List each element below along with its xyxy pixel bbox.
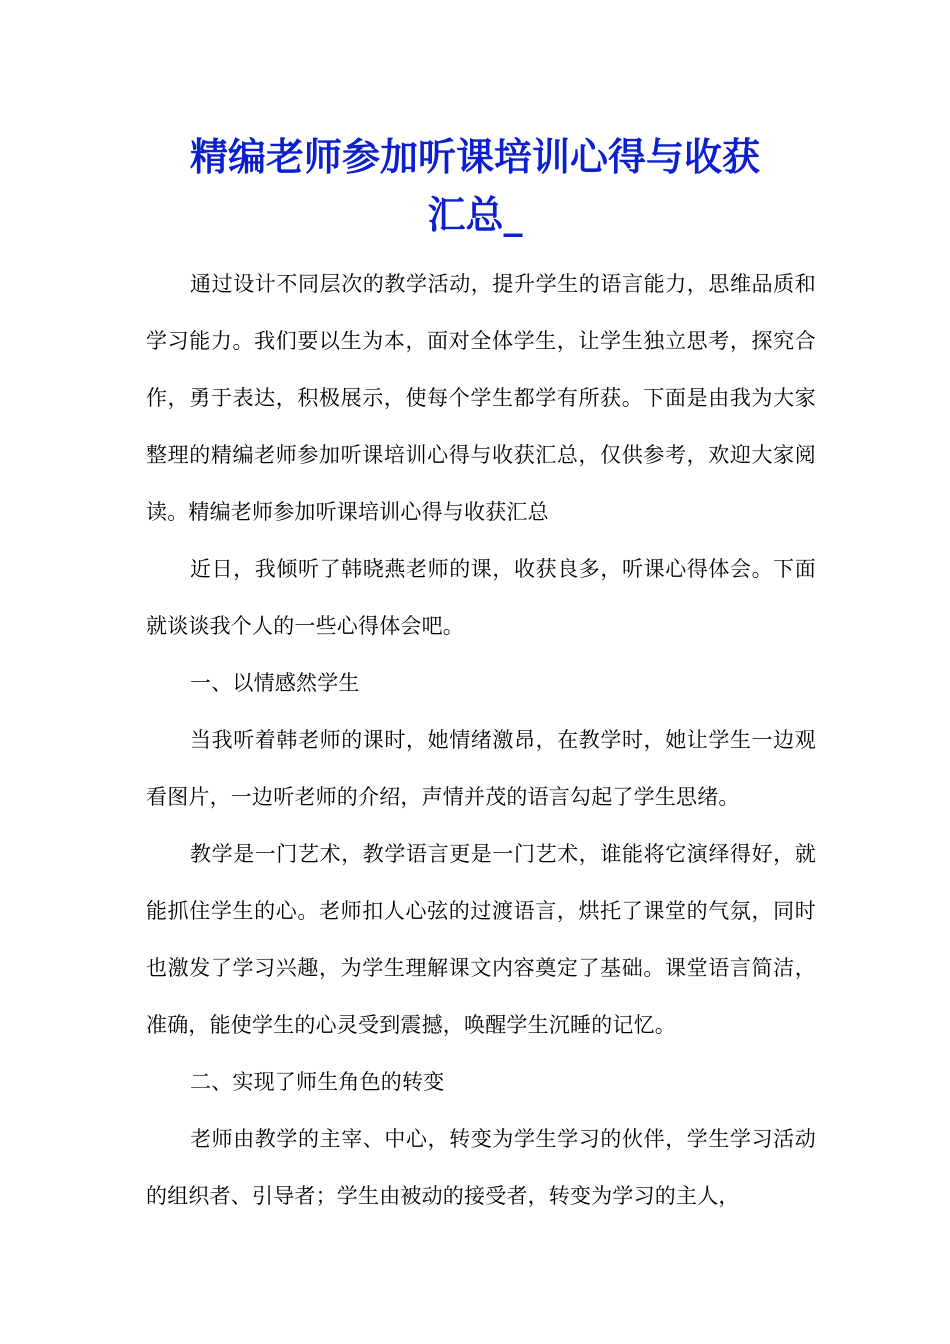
paragraph-emotion: 当我听着韩老师的课时，她情绪激昂，在教学时，她让学生一边观看图片，一边听老师的介绍，声情并茂的语言勾起了学生思绪。: [146, 728, 816, 809]
title-line-1: 精编老师参加听课培训心得与收获: [189, 134, 760, 179]
paragraph-intro: 通过设计不同层次的教学活动，提升学生的语言能力，思维品质和学习能力。我们要以生为本，面对全体学生，让学生独立思考，探究合作，勇于表达，积极展示，使每个学生都学有所获。下面是由我为大家整理的精编老师参加听课培训心得与收获汇总，仅供参考，欢迎大家阅读。精编老师参加听课培训心得与收获汇总: [146, 272, 816, 524]
paragraph-art-of-teaching: 教学是一门艺术，教学语言更是一门艺术，谁能将它演绎得好，就能抓住学生的心。老师扣人心弦的过渡语言，烘托了课堂的气氛，同时也激发了学习兴趣，为学生理解课文内容奠定了基础。课堂语言简洁，准确，能使学生的心灵受到震撼，唤醒学生沉睡的记忆。: [146, 842, 816, 1037]
paragraph-listening: 近日，我倾听了韩晓燕老师的课，收获良多，听课心得体会。下面就谈谈我个人的一些心得体会吧。: [146, 557, 816, 638]
document-body: [146, 256, 816, 1225]
section-heading-2: 二、实现了师生角色的转变: [190, 1070, 445, 1094]
paragraph-role-change: 老师由教学的主宰、中心，转变为学生学习的伙伴，学生学习活动的组织者、引导者；学生由被动的接受者，转变为学习的主人，: [146, 1127, 816, 1208]
title-line-2: 汇总_: [427, 192, 523, 237]
section-heading-1: 一、以情感然学生: [190, 671, 360, 695]
document-title: [120, 128, 830, 244]
